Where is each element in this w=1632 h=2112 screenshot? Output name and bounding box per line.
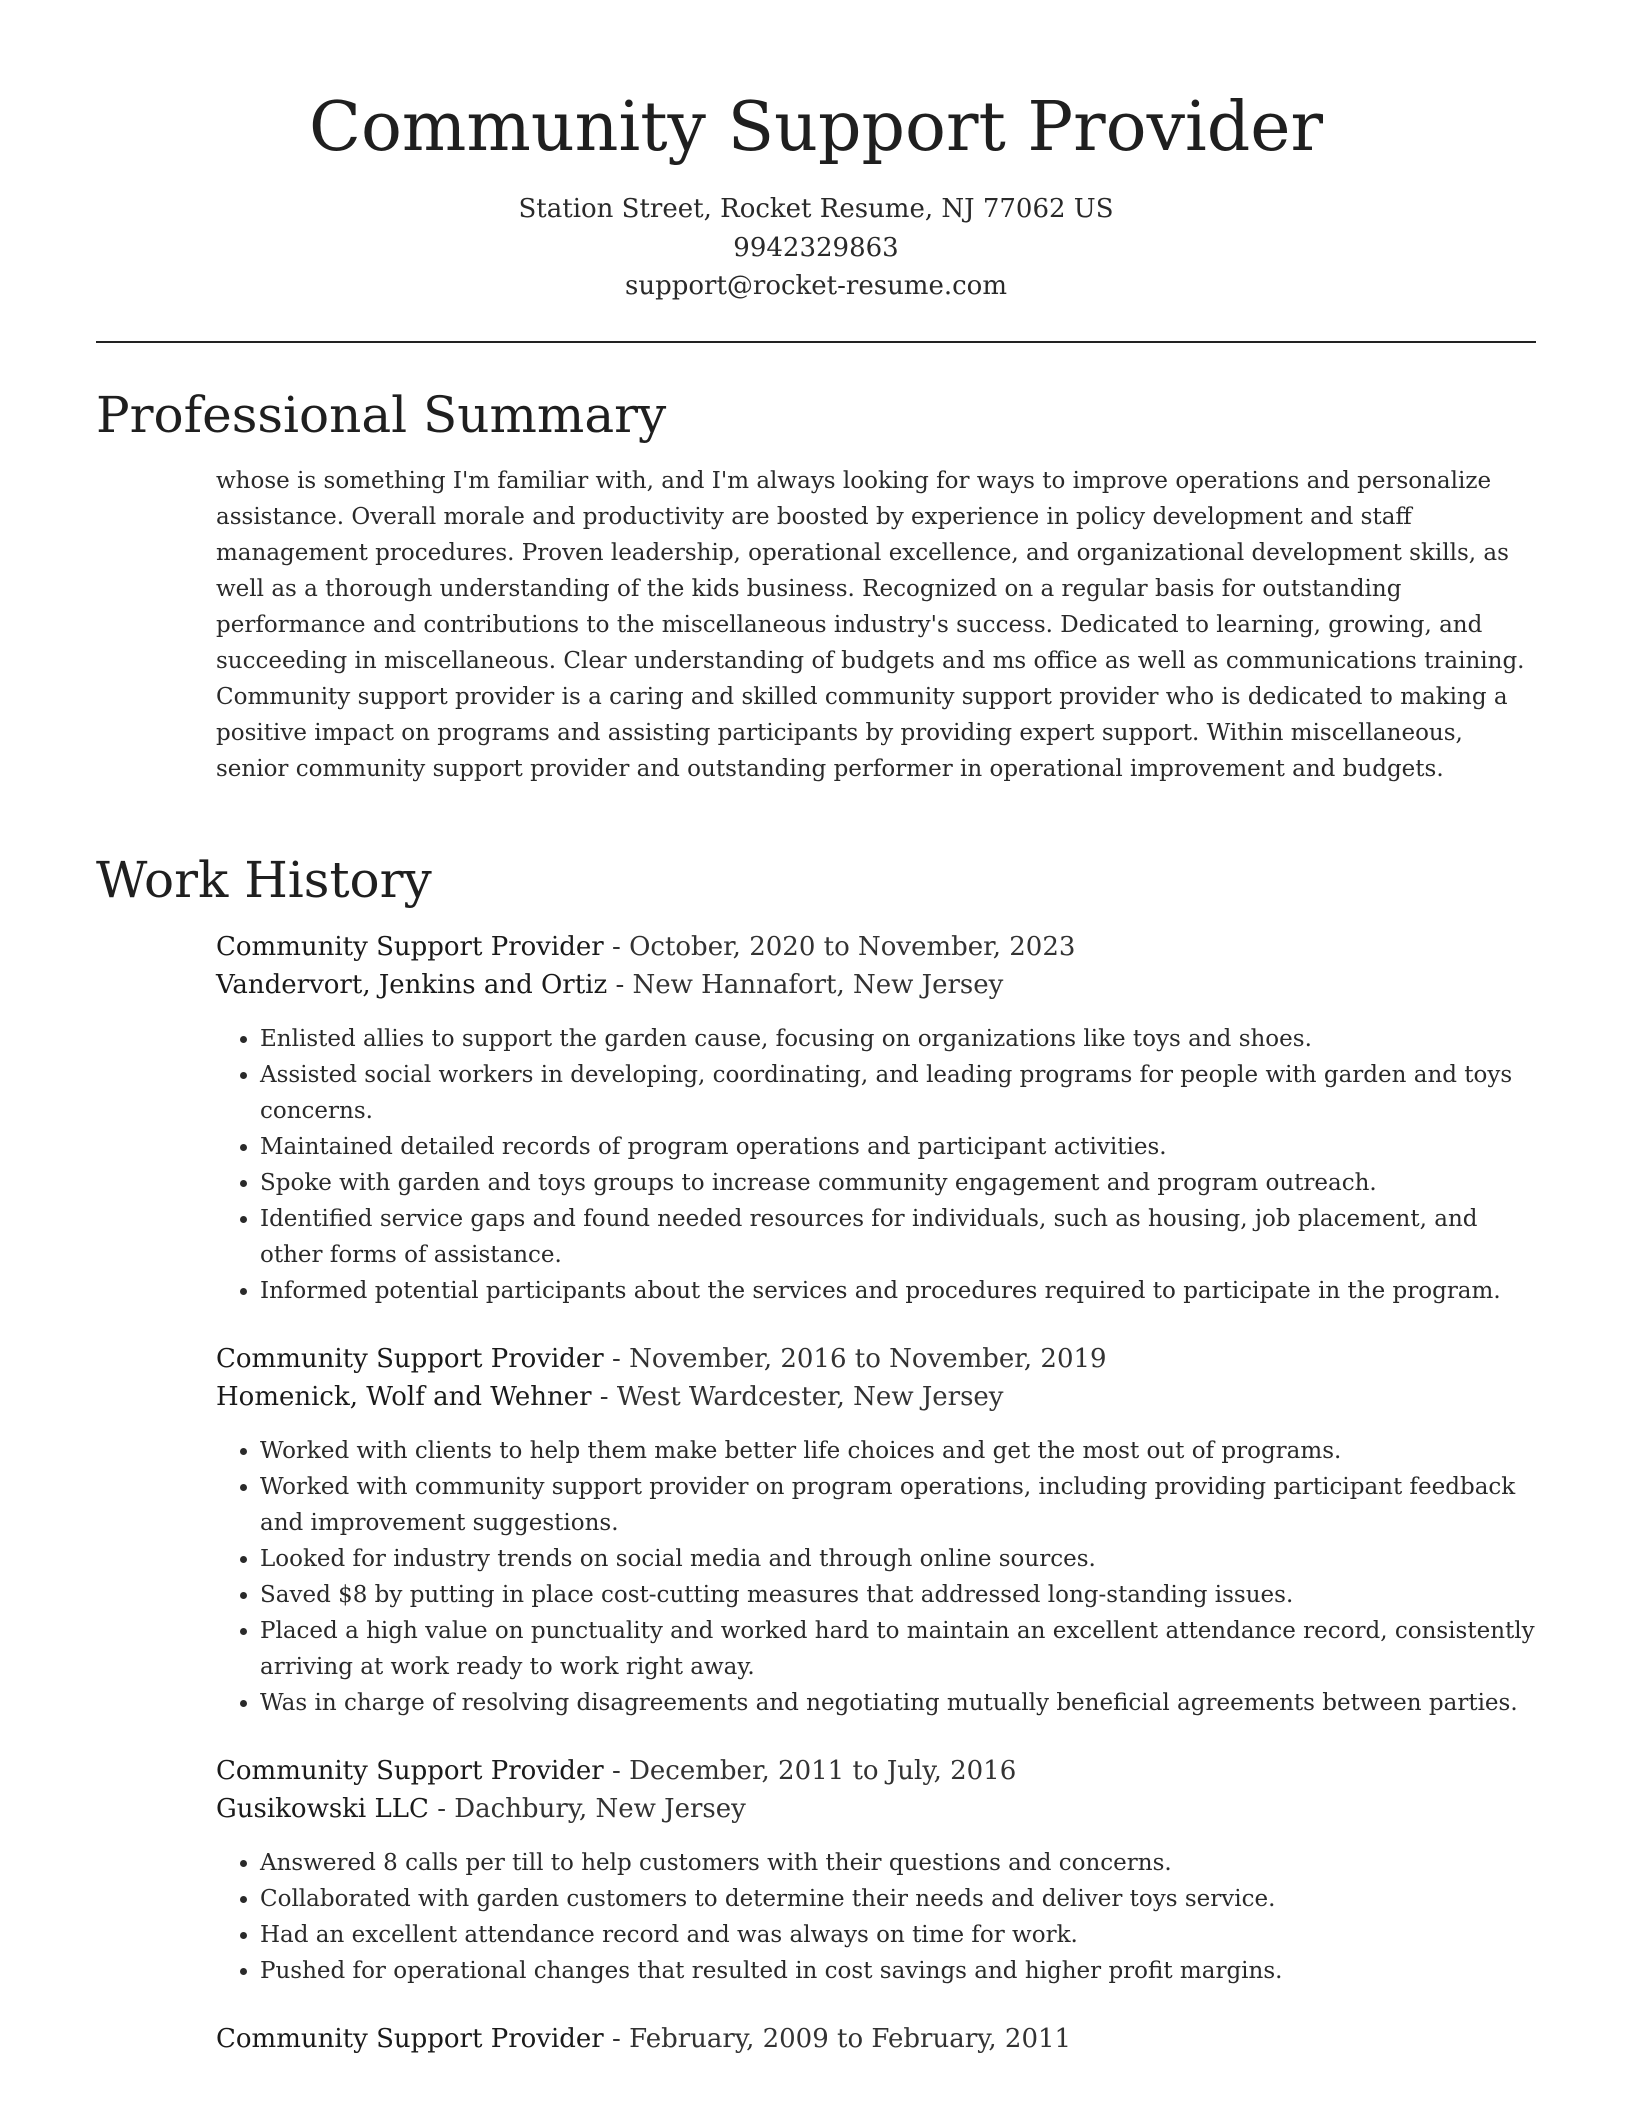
job-title-line (216, 1752, 1536, 1790)
separator: - (603, 932, 630, 962)
job-company-line (216, 966, 1536, 1004)
job-title-line (216, 928, 1536, 966)
job-title-line (216, 2020, 1536, 2058)
address: Station Street, Rocket Resume, NJ 77062 US (518, 194, 1114, 224)
separator: - (603, 1756, 630, 1786)
job-entry (216, 1340, 1536, 1721)
contact-block (0, 190, 1632, 306)
job-bullet: • Enlisted allies to support the garden cause, focusing on organizations like toys and shoes. (260, 1021, 1536, 1057)
job-bullet: • Spoke with garden and toys groups to increase community engagement and program outreach. (260, 1165, 1536, 1201)
job-dates: October, 2020 to November, 2023 (629, 932, 1076, 962)
job-dates: February, 2009 to February, 2011 (629, 2024, 1072, 2054)
job-company-line (216, 1790, 1536, 1828)
separator: - (428, 1794, 455, 1824)
header-divider (96, 341, 1536, 343)
work-history-list (216, 928, 1536, 2089)
job-company: Vandervort, Jenkins and Ortiz (216, 970, 608, 1000)
job-bullet: • Worked with clients to help them make better life choices and get the most out of programs. (260, 1433, 1536, 1469)
job-bullets (216, 1433, 1536, 1721)
job-title: Community Support Provider (216, 2024, 604, 2054)
job-company: Gusikowski LLC (216, 1794, 429, 1824)
job-bullet: • Assisted social workers in developing, coordinating, and leading programs for people with garden and toys concerns. (260, 1057, 1536, 1129)
job-bullet: • Saved $8 by putting in place cost-cutting measures that addressed long-standing issues. (260, 1577, 1536, 1613)
job-entry (216, 2020, 1536, 2058)
job-dates: November, 2016 to November, 2019 (629, 1344, 1107, 1374)
job-company: Homenick, Wolf and Wehner (216, 1382, 592, 1412)
job-bullet: • Informed potential participants about the services and procedures required to participate in the program. (260, 1273, 1536, 1309)
job-bullet: • Worked with community support provider on program operations, including providing participant feedback and improvement suggestions. (260, 1469, 1536, 1541)
job-title-line (216, 1340, 1536, 1378)
email: support@rocket-resume.com (624, 271, 1007, 301)
job-company-line (216, 1378, 1536, 1416)
summary-heading: Professional Summary (96, 386, 667, 444)
job-title: Community Support Provider (216, 932, 604, 962)
resume-name: Community Support Provider (308, 88, 1324, 167)
job-location: West Wardcester, New Jersey (616, 1382, 1004, 1412)
phone: 9942329863 (733, 232, 899, 263)
job-bullets (216, 1021, 1536, 1309)
separator: - (591, 1382, 617, 1412)
job-bullet: • Answered 8 calls per till to help customers with their questions and concerns. (260, 1845, 1536, 1881)
job-bullet: • Looked for industry trends on social media and through online sources. (260, 1541, 1536, 1577)
work-history-heading: Work History (96, 851, 432, 909)
job-bullet: • Collaborated with garden customers to determine their needs and deliver toys service. (260, 1881, 1536, 1917)
job-bullet: • Identified service gaps and found needed resources for individuals, such as housing, job placement, and other forms of assistance. (260, 1201, 1536, 1273)
job-title: Community Support Provider (216, 1344, 604, 1374)
separator: - (603, 1344, 630, 1374)
job-location: New Hannafort, New Jersey (632, 970, 1004, 1000)
job-bullet: • Had an excellent attendance record and was always on time for work. (260, 1917, 1536, 1953)
summary-text: whose is something I'm familiar with, and I'm always looking for ways to improve operations and personalize assistance. Overall morale and productivity are boosted by experience in policy development and staff management procedures. Proven leadership, operational excellence, and organizational development skills, as well as a thorough understanding of the kids business. Recognized on a regular basis for outstanding performance and contributions to the miscellaneous industry's success. Dedicated to learning, growing, and succeeding in miscellaneous. Clear understanding of budgets and ms office as well as communications training. Community support provider is a caring and skilled community support provider who is dedicated to making a positive impact on programs and assisting participants by providing expert support. Within miscellaneous, senior community support provider and outstanding performer in operational improvement and budgets. (216, 468, 1525, 782)
job-entry (216, 1752, 1536, 1989)
job-title: Community Support Provider (216, 1756, 604, 1786)
separator: - (607, 970, 633, 1000)
job-dates: December, 2011 to July, 2016 (629, 1756, 1017, 1786)
job-bullet: • Maintained detailed records of program operations and participant activities. (260, 1129, 1536, 1165)
job-location: Dachbury, New Jersey (454, 1794, 746, 1824)
job-bullet: • Pushed for operational changes that resulted in cost savings and higher profit margins. (260, 1953, 1536, 1989)
job-bullet: • Was in charge of resolving disagreements and negotiating mutually beneficial agreements between parties. (260, 1685, 1536, 1721)
separator: - (603, 2024, 630, 2054)
job-bullet: • Placed a high value on punctuality and worked hard to maintain an excellent attendance record, consistently arriving at work ready to work right away. (260, 1613, 1536, 1685)
job-entry (216, 928, 1536, 1309)
job-bullets (216, 1845, 1536, 1989)
